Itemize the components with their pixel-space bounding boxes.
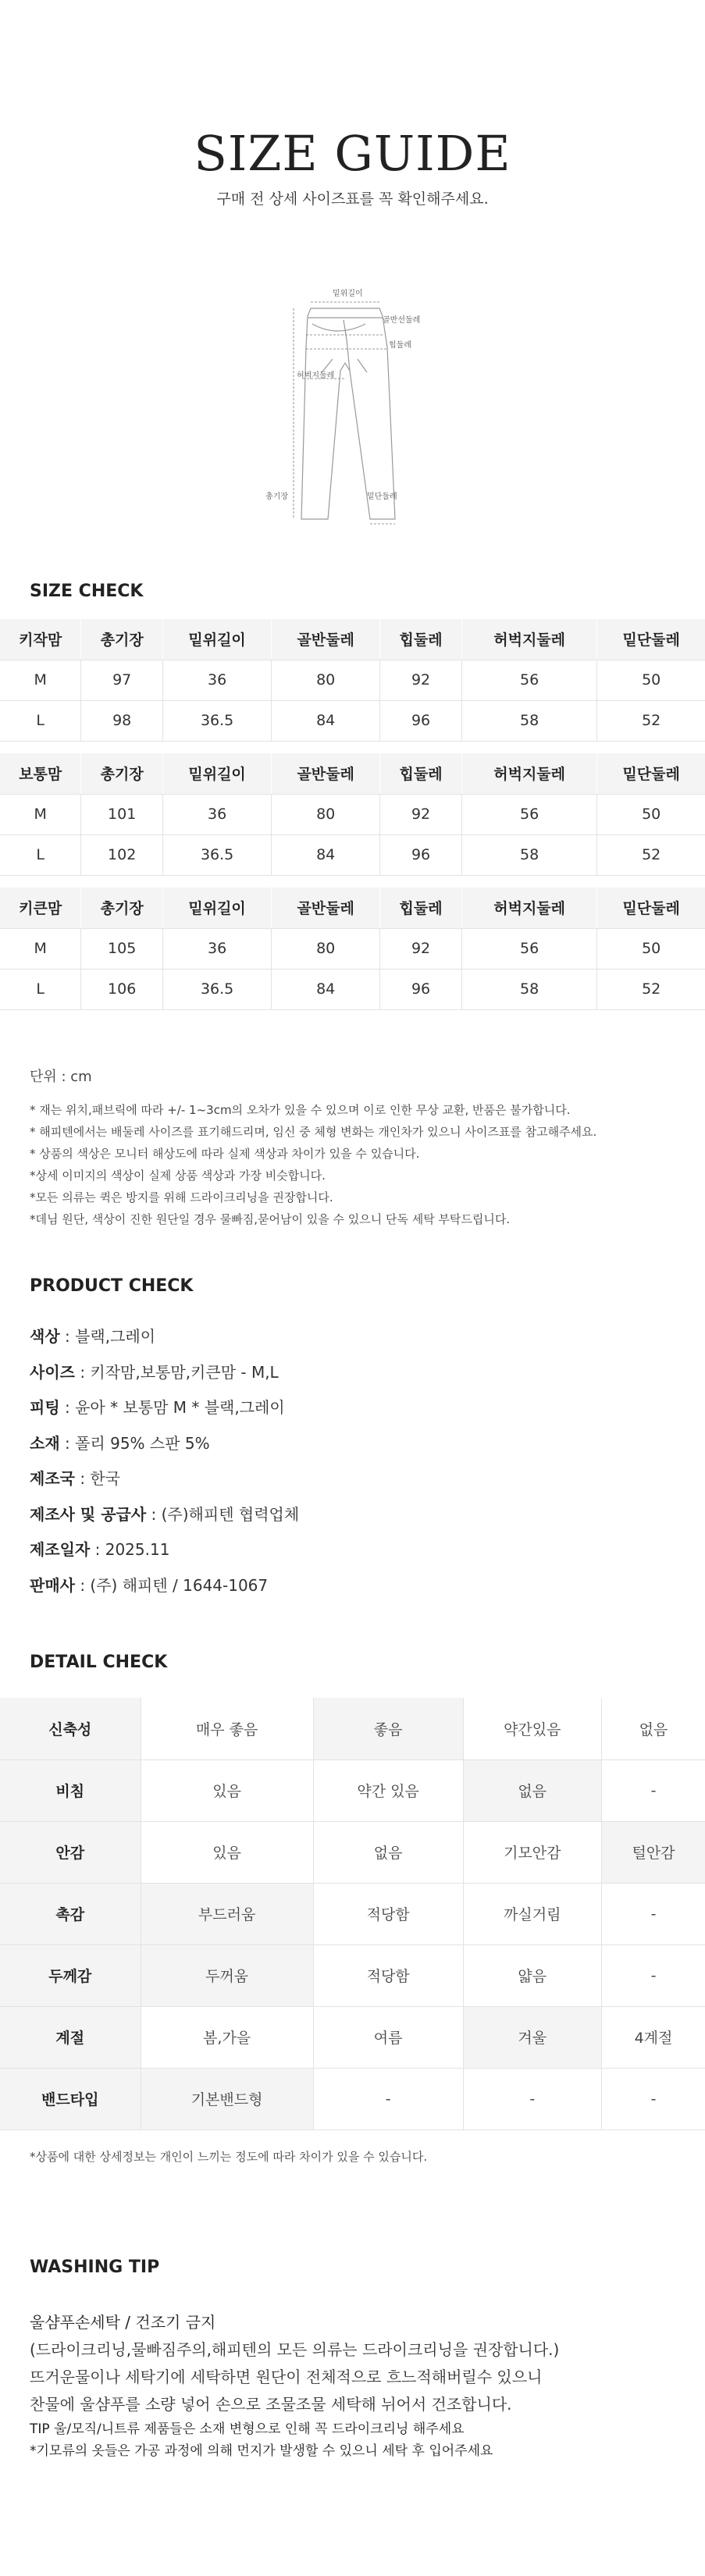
value-cell: 92 — [380, 794, 462, 834]
washing-line: 뜨거운물이나 세탁기에 세탁하면 원단이 전체적으로 흐느적해버릴수 있으니 — [30, 2368, 543, 2386]
washing-heading: 울샴푸손세탁 / 건조기 금지 — [30, 2313, 216, 2332]
info-label: 사이즈 — [30, 1362, 75, 1382]
page-subtitle: 구매 전 상세 사이즈표를 꼭 확인해주세요. — [216, 190, 489, 208]
col-length: 총기장 — [81, 753, 163, 794]
pants-size-diagram — [265, 285, 437, 527]
list-item — [30, 1532, 299, 1568]
value-cell: 96 — [380, 969, 462, 1009]
washing-tip-title: WASHING TIP — [30, 2258, 160, 2277]
product-check-title: PRODUCT CHECK — [30, 1276, 194, 1296]
col-thigh: 허벅지둘레 — [461, 753, 596, 794]
washing-tip-note: *기모류의 옷들은 가공 과정에 의해 먼지가 발생할 수 있으니 세탁 후 입어주세요 — [30, 2443, 493, 2459]
table-row — [0, 1883, 705, 1944]
unit-label: 단위 : cm — [30, 1069, 92, 1085]
note-item: * 상품의 색상은 모니터 해상도에 따라 실제 색상과 차이가 있을 수 있습니다. — [30, 1147, 420, 1161]
list-item — [30, 1497, 299, 1533]
value-cell: 52 — [597, 969, 705, 1009]
table-row — [0, 1821, 705, 1883]
value-cell: 58 — [461, 969, 596, 1009]
info-value: : 키작맘,보통맘,키큰맘 - M,L — [74, 1362, 279, 1382]
info-value: : 블랙,그레이 — [59, 1327, 156, 1346]
size-table-header — [0, 888, 705, 928]
info-label: 피팅 — [30, 1398, 60, 1417]
group-name: 키작맘 — [0, 619, 81, 660]
note-item: * 재는 위치,패브릭에 따라 +/- 1~3cm의 오차가 있을 수 있으며 이로 인한 무상 교환, 반품은 불가합니다. — [30, 1103, 571, 1117]
detail-option-selected: 두꺼움 — [141, 1944, 313, 2006]
list-item — [30, 1461, 299, 1497]
value-cell: 92 — [380, 928, 462, 969]
detail-option: 까실거림 — [463, 1883, 601, 1944]
value-cell: 84 — [272, 700, 380, 741]
value-cell: 84 — [272, 834, 380, 875]
info-label: 색상 — [30, 1327, 60, 1346]
detail-option: 있음 — [141, 1759, 313, 1821]
table-row — [0, 660, 705, 700]
product-info-list — [30, 1319, 299, 1603]
detail-row-label: 안감 — [0, 1821, 141, 1883]
diagram-label-thigh: 허벅지둘레 — [297, 372, 335, 380]
value-cell: 92 — [380, 660, 462, 700]
detail-option-selected: 없음 — [463, 1759, 601, 1821]
detail-note: *상품에 대한 상세정보는 개인이 느끼는 정도에 따라 차이가 있을 수 있습니다. — [30, 2150, 428, 2164]
detail-row-label: 두께감 — [0, 1944, 141, 2006]
col-waist: 골반둘레 — [272, 753, 380, 794]
diagram-label-rise: 밑위길이 — [333, 290, 363, 298]
detail-option-selected: 털안감 — [602, 1821, 705, 1883]
value-cell: 58 — [461, 834, 596, 875]
detail-option: - — [463, 2068, 601, 2129]
value-cell: 98 — [81, 700, 163, 741]
size-cell: M — [0, 928, 81, 969]
detail-row-label: 신축성 — [0, 1698, 141, 1759]
col-thigh: 허벅지둘레 — [461, 888, 596, 928]
col-hem: 밑단둘레 — [597, 619, 705, 660]
washing-line: 찬물에 울샴푸를 소량 넣어 손으로 조물조물 세탁해 뉘어서 건조합니다. — [30, 2395, 512, 2414]
info-label: 제조사 및 공급사 — [30, 1504, 147, 1524]
value-cell: 97 — [81, 660, 163, 700]
size-cell: L — [0, 834, 81, 875]
value-cell: 50 — [597, 928, 705, 969]
value-cell: 36 — [163, 660, 272, 700]
washing-tip-body — [30, 2309, 559, 2462]
col-length: 총기장 — [81, 888, 163, 928]
info-label: 제조일자 — [30, 1540, 91, 1559]
col-rise: 밑위길이 — [163, 619, 272, 660]
detail-row-label: 촉감 — [0, 1883, 141, 1944]
detail-option: 없음 — [602, 1698, 705, 1759]
hero-section — [0, 0, 705, 234]
col-length: 총기장 — [81, 619, 163, 660]
size-cell: M — [0, 794, 81, 834]
note-item: *모든 의류는 퀵은 방지를 위해 드라이크리닝을 권장합니다. — [30, 1190, 333, 1204]
col-waist: 골반둘레 — [272, 619, 380, 660]
detail-option: 있음 — [141, 1821, 313, 1883]
value-cell: 56 — [461, 928, 596, 969]
size-check-title: SIZE CHECK — [30, 582, 144, 601]
value-cell: 101 — [81, 794, 163, 834]
value-cell: 36.5 — [163, 969, 272, 1009]
size-cell: M — [0, 660, 81, 700]
info-label: 소재 — [30, 1433, 60, 1453]
size-table-header — [0, 619, 705, 660]
detail-option: 여름 — [313, 2006, 463, 2068]
size-notes — [30, 1099, 596, 1230]
detail-option: 얇음 — [463, 1944, 601, 2006]
detail-option: - — [602, 1759, 705, 1821]
detail-option-selected: 기본밴드형 — [141, 2068, 313, 2129]
note-item: *데님 원단, 색상이 진한 원단일 경우 물빠짐,묻어남이 있을 수 있으니 단독 세탁 부탁드립니다. — [30, 1212, 511, 1226]
detail-check-table — [0, 1698, 705, 2130]
value-cell: 52 — [597, 700, 705, 741]
value-cell: 56 — [461, 660, 596, 700]
value-cell: 50 — [597, 794, 705, 834]
detail-option: 약간있음 — [463, 1698, 601, 1759]
detail-option: 매우 좋음 — [141, 1698, 313, 1759]
table-row — [0, 1698, 705, 1759]
note-item: *상세 이미지의 색상이 실제 상품 색상과 가장 비슷합니다. — [30, 1169, 326, 1183]
col-thigh: 허벅지둘레 — [461, 619, 596, 660]
value-cell: 80 — [272, 660, 380, 700]
value-cell: 84 — [272, 969, 380, 1009]
info-label: 제조국 — [30, 1469, 75, 1488]
value-cell: 36.5 — [163, 700, 272, 741]
value-cell: 36 — [163, 794, 272, 834]
size-table-header — [0, 753, 705, 794]
value-cell: 96 — [380, 700, 462, 741]
detail-row-label: 계절 — [0, 2006, 141, 2068]
col-hip: 힙둘레 — [380, 619, 462, 660]
detail-option: 없음 — [313, 1821, 463, 1883]
table-row — [0, 1944, 705, 2006]
col-hem: 밑단둘레 — [597, 753, 705, 794]
detail-option: - — [602, 1944, 705, 2006]
value-cell: 52 — [597, 834, 705, 875]
diagram-label-hem: 밑단둘레 — [367, 493, 397, 501]
note-item: * 해피텐에서는 배둘레 사이즈를 표기해드리며, 임신 중 체형 변화는 개인차가 있으니 사이즈표를 참고해주세요. — [30, 1125, 597, 1139]
col-hip: 힙둘레 — [380, 888, 462, 928]
table-row — [0, 969, 705, 1009]
detail-option-selected: 좋음 — [313, 1698, 463, 1759]
detail-option: 봄,가을 — [141, 2006, 313, 2068]
detail-row-label: 비침 — [0, 1759, 141, 1821]
detail-option: 적당함 — [313, 1944, 463, 2006]
table-row — [0, 2068, 705, 2129]
value-cell: 56 — [461, 794, 596, 834]
list-item — [30, 1355, 299, 1391]
detail-option: - — [313, 2068, 463, 2129]
info-value: : 폴리 95% 스판 5% — [59, 1433, 210, 1453]
value-cell: 96 — [380, 834, 462, 875]
size-cell: L — [0, 969, 81, 1009]
info-value: : (주)해피텐 협력업체 — [146, 1504, 300, 1524]
table-row — [0, 794, 705, 834]
diagram-label-waist: 골반선둘레 — [383, 316, 421, 325]
info-value: : 2025.11 — [90, 1540, 170, 1559]
size-table-regular — [0, 753, 705, 876]
col-rise: 밑위길이 — [163, 753, 272, 794]
detail-option: 약간 있음 — [313, 1759, 463, 1821]
detail-option: - — [602, 1883, 705, 1944]
table-row — [0, 928, 705, 969]
detail-check-title: DETAIL CHECK — [30, 1653, 168, 1672]
col-hem: 밑단둘레 — [597, 888, 705, 928]
table-row — [0, 2006, 705, 2068]
size-table-tall — [0, 888, 705, 1010]
info-value: : 윤아 * 보통맘 M * 블랙,그레이 — [59, 1398, 285, 1417]
size-table-short — [0, 619, 705, 742]
table-row — [0, 834, 705, 875]
value-cell: 36.5 — [163, 834, 272, 875]
col-hip: 힙둘레 — [380, 753, 462, 794]
value-cell: 50 — [597, 660, 705, 700]
info-value: : 한국 — [74, 1469, 121, 1488]
washing-line: (드라이크리닝,물빠짐주의,해피텐의 모든 의류는 드라이크리닝을 권장합니다.) — [30, 2340, 560, 2359]
info-label: 판매사 — [30, 1575, 75, 1595]
col-waist: 골반둘레 — [272, 888, 380, 928]
diagram-label-hip: 힙둘레 — [389, 341, 411, 350]
value-cell: 105 — [81, 928, 163, 969]
value-cell: 102 — [81, 834, 163, 875]
detail-option-selected: 부드러움 — [141, 1883, 313, 1944]
detail-option: - — [602, 2068, 705, 2129]
detail-option: 적당함 — [313, 1883, 463, 1944]
detail-option-selected: 겨울 — [463, 2006, 601, 2068]
washing-tip-note: TIP 울/모직/니트류 제품들은 소재 변형으로 인해 꼭 드라이크리닝 해주세요 — [30, 2421, 465, 2437]
info-value: : (주) 해피텐 / 1644-1067 — [74, 1575, 269, 1595]
table-row — [0, 1759, 705, 1821]
col-rise: 밑위길이 — [163, 888, 272, 928]
value-cell: 58 — [461, 700, 596, 741]
value-cell: 80 — [272, 794, 380, 834]
value-cell: 36 — [163, 928, 272, 969]
table-row — [0, 700, 705, 741]
list-item — [30, 1319, 299, 1355]
value-cell: 106 — [81, 969, 163, 1009]
diagram-label-length: 총기장 — [265, 493, 288, 501]
value-cell: 80 — [272, 928, 380, 969]
group-name: 키큰맘 — [0, 888, 81, 928]
detail-option: 기모안감 — [463, 1821, 601, 1883]
group-name: 보통맘 — [0, 753, 81, 794]
detail-option: 4계절 — [602, 2006, 705, 2068]
detail-row-label: 밴드타입 — [0, 2068, 141, 2129]
page-title: SIZE GUIDE — [194, 125, 511, 182]
size-cell: L — [0, 700, 81, 741]
list-item — [30, 1568, 299, 1604]
list-item — [30, 1390, 299, 1426]
list-item — [30, 1426, 299, 1462]
